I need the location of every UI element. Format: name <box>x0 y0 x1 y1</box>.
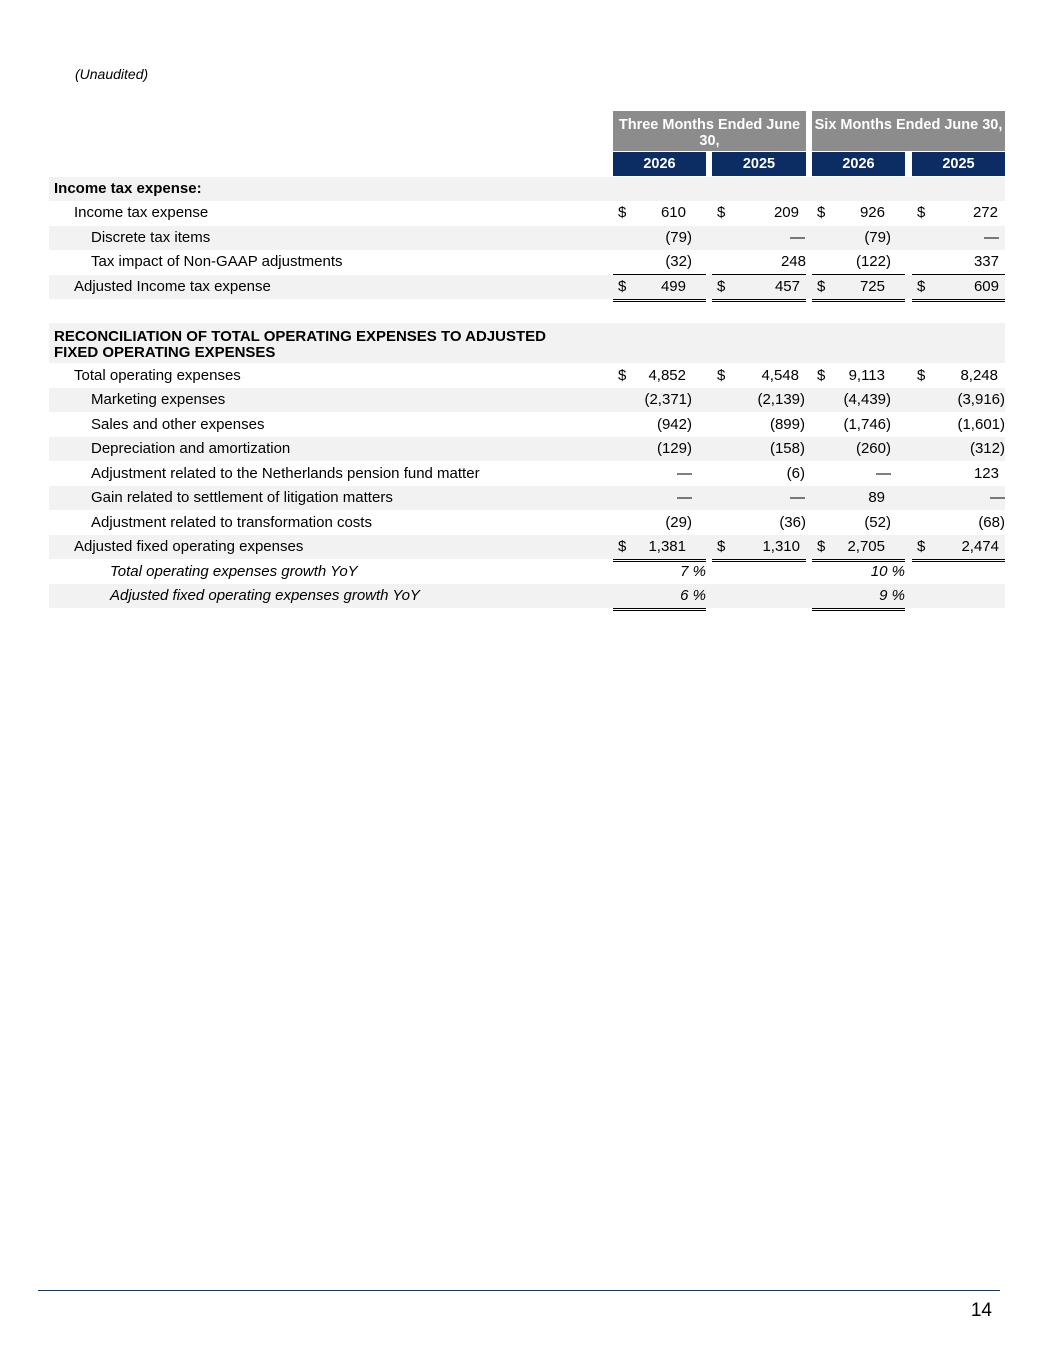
cell: (79) <box>665 229 692 246</box>
cell: — <box>990 489 1005 506</box>
cell: — <box>876 465 891 482</box>
cell: (122) <box>812 250 905 275</box>
cell: (312) <box>969 440 1005 457</box>
cell: $ 1,310 <box>712 535 806 562</box>
page-number: 14 <box>970 1300 992 1321</box>
cell: (1,601) <box>957 416 1005 433</box>
cell: (899) <box>769 416 805 433</box>
table-row <box>49 437 1005 461</box>
row-label: Adjusted fixed operating expenses <box>74 538 304 555</box>
cell: (79) <box>864 229 891 246</box>
cell: $ 725 <box>812 275 905 302</box>
cell: $ 2,705 <box>812 535 905 562</box>
row-label: Sales and other expenses <box>91 416 265 433</box>
cell: $ 4,548 <box>717 367 799 384</box>
cell: (260) <box>855 440 891 457</box>
cell: (52) <box>812 511 905 536</box>
cell: (6) <box>786 465 805 482</box>
cell: (129) <box>656 440 692 457</box>
cell: 7 % <box>613 560 706 587</box>
header-six-months: Six Months Ended June 30, <box>812 111 1005 151</box>
table-row <box>49 388 1005 412</box>
row-label: Tax impact of Non-GAAP adjustments <box>91 253 343 270</box>
row-label: Adjustment related to transformation costs <box>91 514 372 531</box>
table-row <box>49 511 1005 535</box>
table-row <box>49 226 1005 250</box>
cell: (1,746) <box>843 416 891 433</box>
cell: $ 457 <box>712 275 806 302</box>
section-title-row <box>49 323 1005 363</box>
section-title: Income tax expense: <box>54 180 202 197</box>
cell: (942) <box>656 416 692 433</box>
cell: $ 926 <box>817 204 885 221</box>
row-label: Adjusted fixed operating expenses growth YoY <box>110 587 420 604</box>
cell: 123 <box>973 465 999 482</box>
cell: — <box>790 229 805 246</box>
table-row <box>49 535 1005 559</box>
table-row <box>49 462 1005 486</box>
cell: 89 <box>868 489 885 506</box>
table-row <box>49 201 1005 225</box>
cell: $ 1,381 <box>613 535 706 562</box>
cell: $ 609 <box>912 275 1005 302</box>
cell: — <box>984 229 999 246</box>
cell: 10 % <box>812 560 905 587</box>
header-year: 2025 <box>912 152 1005 176</box>
section-title-row <box>49 177 1005 201</box>
cell: (32) <box>613 250 706 275</box>
row-label: Total operating expenses <box>74 367 241 384</box>
section-title: RECONCILIATION OF TOTAL OPERATING EXPENSES TO ADJUSTED FIXED OPERATING EXPENSES <box>54 328 546 361</box>
table-row <box>49 275 1005 299</box>
cell: $ 610 <box>618 204 686 221</box>
cell: — <box>677 465 692 482</box>
cell: $ 272 <box>917 204 998 221</box>
cell: (36) <box>712 511 806 536</box>
cell: (68) <box>912 511 1005 536</box>
header-year: 2026 <box>613 152 706 176</box>
table-row <box>49 584 1005 608</box>
header-year: 2025 <box>712 152 806 176</box>
row-label: Gain related to settlement of litigation matters <box>91 489 393 506</box>
cell: $ 209 <box>717 204 799 221</box>
table-row <box>49 364 1005 388</box>
cell: (2,139) <box>757 391 805 408</box>
row-label: Adjusted Income tax expense <box>74 278 271 295</box>
row-label: Depreciation and amortization <box>91 440 291 457</box>
cell: (4,439) <box>843 391 891 408</box>
cell: $ 4,852 <box>618 367 686 384</box>
cell: 6 % <box>613 584 706 611</box>
cell: (29) <box>613 511 706 536</box>
cell: — <box>790 489 805 506</box>
cell: $ 499 <box>613 275 706 302</box>
cell: $ 9,113 <box>817 367 885 384</box>
table-row <box>49 560 1005 584</box>
cell: $ 2,474 <box>912 535 1005 562</box>
footer-divider <box>38 1290 1000 1291</box>
row-label: Marketing expenses <box>91 391 226 408</box>
header-three-months: Three Months Ended June 30, <box>613 111 806 151</box>
header-year: 2026 <box>812 152 905 176</box>
cell: 9 % <box>812 584 905 611</box>
row-label: Income tax expense <box>74 204 209 221</box>
table-row <box>49 413 1005 437</box>
cell: (3,916) <box>957 391 1005 408</box>
table-row <box>49 250 1005 274</box>
cell: 337 <box>912 250 1005 275</box>
cell: — <box>677 489 692 506</box>
cell: (158) <box>769 440 805 457</box>
cell: 248 <box>712 250 806 275</box>
unaudited-note: (Unaudited) <box>75 66 149 82</box>
table-row <box>49 486 1005 510</box>
row-label: Adjustment related to the Netherlands pension fund matter <box>91 465 480 482</box>
row-label: Discrete tax items <box>91 229 211 246</box>
row-label: Total operating expenses growth YoY <box>110 563 358 580</box>
cell: $ 8,248 <box>917 367 998 384</box>
cell: (2,371) <box>644 391 692 408</box>
